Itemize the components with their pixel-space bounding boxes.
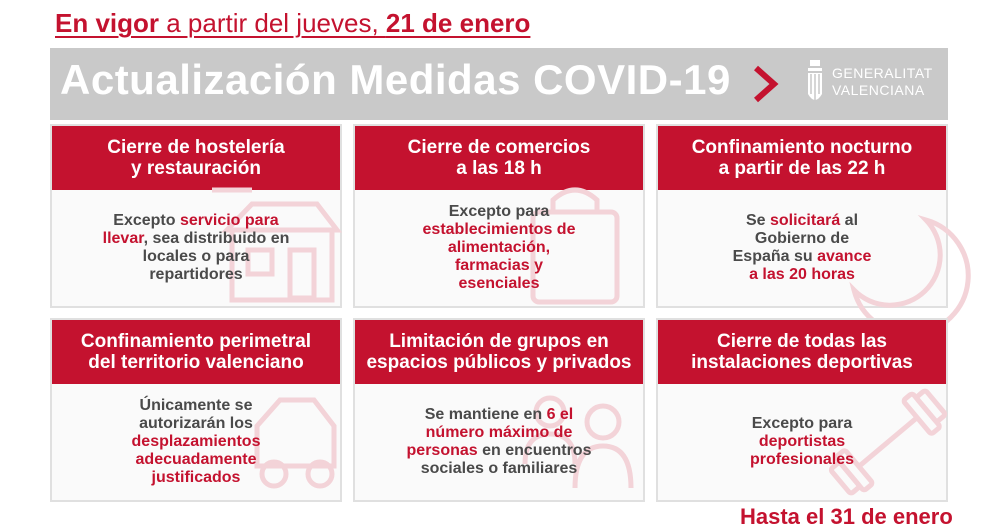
card-title <box>355 320 643 384</box>
card-text: Excepto servicio para llevar, sea distribuido en locales o para repartidores <box>102 212 290 283</box>
generalitat-logo-text <box>832 65 933 99</box>
card-title <box>658 126 946 190</box>
card-title-line: Confinamiento nocturno <box>691 137 913 158</box>
card-hospitality-closure <box>50 124 342 308</box>
card-sports-facilities-closure <box>656 318 948 502</box>
card-body <box>52 190 340 306</box>
effective-date-line <box>55 8 530 39</box>
card-group-limit <box>353 318 645 502</box>
card-title-line: a partir de las 22 h <box>718 158 886 179</box>
card-title-line: del territorio valenciano <box>88 352 304 373</box>
card-title <box>658 320 946 384</box>
card-title <box>52 320 340 384</box>
card-title-line: Cierre de comercios <box>407 137 591 158</box>
card-shops-closure <box>353 124 645 308</box>
card-title-line: instalaciones deportivas <box>691 352 913 373</box>
card-title-line: espacios públicos y privados <box>366 352 632 373</box>
card-night-curfew <box>656 124 948 308</box>
card-body <box>658 384 946 500</box>
card-title <box>355 126 643 190</box>
effective-prefix: En vigor <box>55 8 160 38</box>
card-body <box>355 190 643 306</box>
card-title-line: Cierre de hostelería <box>107 137 285 158</box>
card-title-line: Limitación de grupos en <box>389 331 609 352</box>
banner-title: Actualización Medidas COVID-19 <box>60 56 731 103</box>
logo-line-1: GENERALITAT <box>832 65 933 81</box>
validity-footer: Hasta el 31 de enero <box>740 504 953 529</box>
card-text: Excepto para deportistas profesionales <box>749 415 855 468</box>
chevron-right-icon <box>750 64 780 104</box>
card-text: Se solicitará al Gobierno de España su avance a las 20 horas <box>732 212 872 283</box>
card-text: Únicamente se autorizarán los desplazamientos adecuadamente justificados <box>131 397 261 486</box>
card-title-line: a las 18 h <box>456 158 542 179</box>
effective-middle: a partir del jueves, <box>159 8 386 38</box>
effective-date: 21 de enero <box>385 8 531 38</box>
card-perimeter-lockdown <box>50 318 342 502</box>
card-body <box>355 384 643 500</box>
card-title-line: Cierre de todas las <box>716 331 888 352</box>
card-title-line: y restauración <box>131 158 261 179</box>
title-banner <box>50 48 948 120</box>
card-text: Excepto para establecimientos de alimentación, farmacias y esenciales <box>422 203 576 292</box>
card-body <box>658 190 946 306</box>
logo-line-2: VALENCIANA <box>832 82 925 98</box>
generalitat-logo-icon <box>806 60 824 108</box>
card-title <box>52 126 340 190</box>
card-title-line: Confinamiento perimetral <box>80 331 312 352</box>
card-text: Se mantiene en 6 el número máximo de personas en encuentros sociales o familiares <box>406 406 592 477</box>
card-body <box>52 384 340 500</box>
